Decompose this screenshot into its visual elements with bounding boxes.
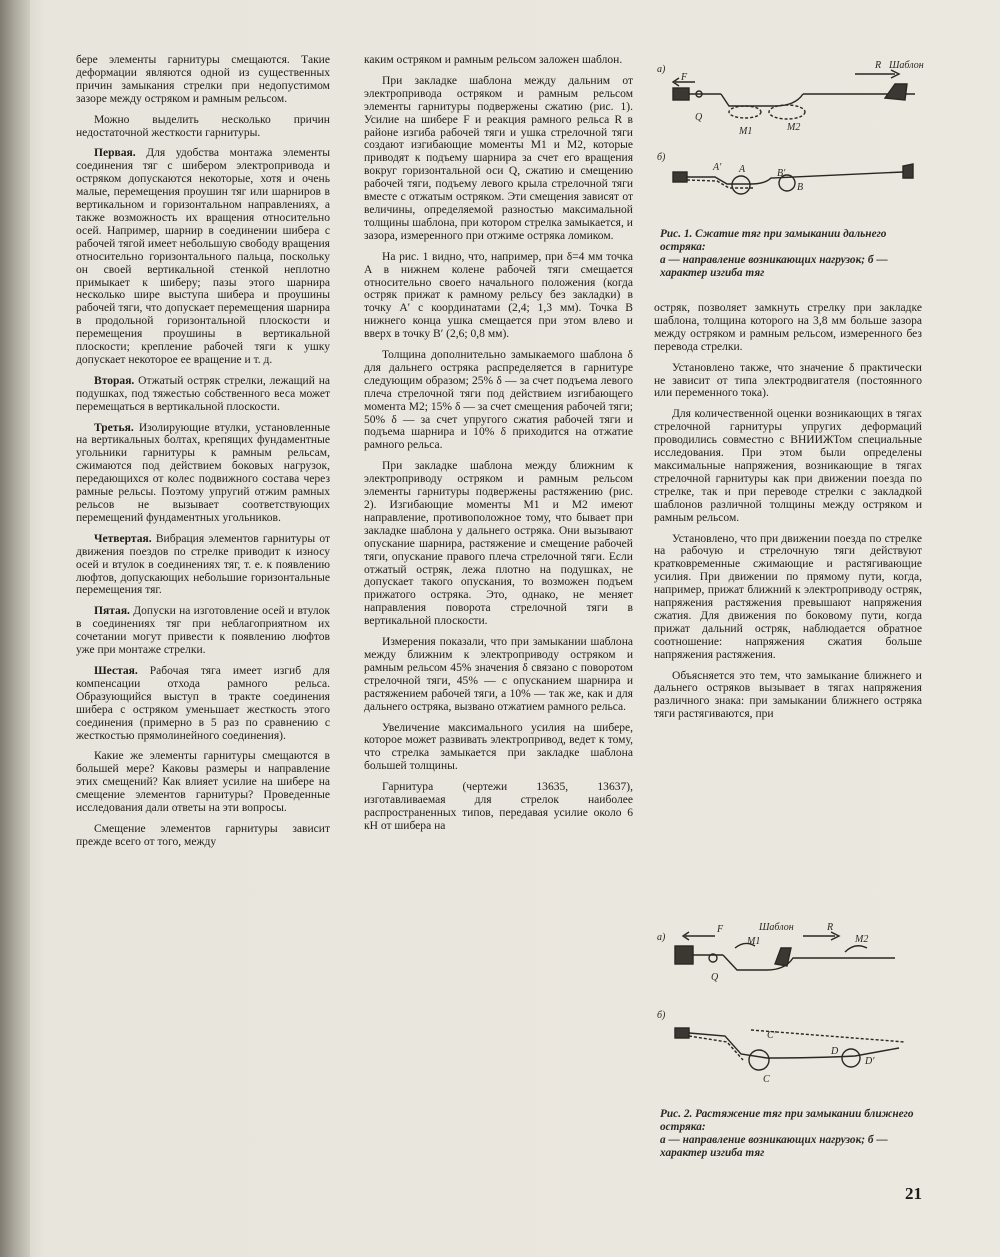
paragraph-lead: Первая.: [94, 147, 136, 160]
fig2-force-f: F: [717, 924, 724, 935]
paragraph: [76, 750, 330, 815]
paragraph: [364, 54, 633, 67]
paragraph-lead: Пятая.: [94, 605, 130, 618]
paragraph: [76, 54, 330, 106]
paragraph: [364, 75, 633, 243]
paragraph: [654, 302, 922, 354]
paragraph-text: Объясняется это тем, что замыкание ближнего и дальнего остряков вызывает в тягах напряжения различного знака: при замыкании ближнего остряка тяги растягиваются, при: [654, 669, 922, 721]
figure-1-diagram: [655, 54, 945, 224]
fig2-label-b: б): [657, 1010, 666, 1021]
fig1-label-b: б): [657, 152, 666, 163]
fig2-moment-m2: M2: [855, 934, 869, 945]
paragraph-text: Вибрация элементов гарнитуры от движения поездов по стрелке приводит к износу осей и втулок в соединениях тяг, т. е. к появлению люфтов, допускающих небольшие горизонтальные перемещения тяг.: [76, 532, 330, 597]
paragraph-text: каким остряком и рамным рельсом заложен шаблон.: [364, 54, 623, 66]
fig2-point-c: C: [763, 1074, 770, 1085]
paragraph-lead: Шестая.: [94, 664, 138, 677]
text-column-1: [76, 54, 330, 857]
paragraph: [654, 670, 922, 722]
paragraph-text: При закладке шаблона между ближним к электроприводу остряком и рамным рельсом элементы гарнитуры подвержены растяжению (рис. 2). Изгибающие моменты M1 и M2 имеют направление, противоположное тому, что бывает при закладке шаблона у дальнего остряка. Они вызывают опускание шарнира, растяжение и смещение рабочей тяги, опускание правого плеча стрелочной тяги. Если отжатый остряк, лежа плотно на подушках, не допускает такого опускания, то возможен подъем прижатого остряка. Это, однако, не меняет направления поворота стрелочной тяги в вертикальной плоскости.: [364, 460, 633, 628]
paragraph-text: Смещение элементов гарнитуры зависит прежде всего от того, между: [76, 822, 330, 848]
page-number: 21: [905, 1184, 922, 1203]
fig1-reaction-r: R: [875, 60, 882, 71]
paragraph: [654, 533, 922, 662]
paragraph-lead: Четвертая.: [94, 532, 152, 545]
figure-2-caption-title: Рис. 2. Растяжение тяг при замыкании ближнего остряка:: [660, 1108, 914, 1133]
paragraph-text: При закладке шаблона между дальним от электропривода остряком и рамным рельсом элементы гарнитуры подвержены сжатию (рис. 1). Усилие на шибере F и реакция рамного рельса R в районе изгиба рабочей тяги и ушка стрелочной тяги создают изгибающие моменты M1 и M2, которые приводят к подъему шарнира за счет его вращения вокруг горизонтальной оси Q, сжатию и смещению рабочей тяги, подъему левого крыла стрелочной тяги вместе с отжатым остряком. Эти смещения зависят от величины, определяемой разностью максимальной толщины шаблона, при котором стрелка замыкается, и зазора, измеренного при отжиме остряка ломиком.: [364, 74, 633, 242]
paragraph-text: Гарнитура (чертежи 13635, 13637), изготавливаемая для стрелок наиболее распространенных типов, передавая усилие около 6 кН от шибера на: [364, 781, 633, 832]
paragraph: [76, 422, 330, 525]
figure-1-caption-legend: а — направление возникающих нагрузок; б — характер изгиба тяг: [660, 254, 888, 279]
paragraph-text: Допуски на изготовление осей и втулок в соединениях тяг при неблагоприятном их сочетании могут привести к появлению люфтов уже при монтаже стрелки.: [76, 605, 330, 657]
fig2-point-c2: C′: [767, 1030, 776, 1041]
fig2-label-a: а): [657, 932, 666, 943]
fig1-axis-q: Q: [695, 112, 703, 123]
fig1-label-a: а): [657, 64, 666, 75]
paragraph: [76, 114, 330, 140]
text-column-3: [654, 302, 922, 729]
paragraph: [364, 636, 633, 713]
figure-2-caption-legend: а — направление возникающих нагрузок; б — характер изгиба тяг: [660, 1134, 888, 1159]
paragraph-text: Для удобства монтажа элементы соединения тяг с шибером электропривода и остряком допускаются некоторые, хотя и очень малые, перемещения проушин тяг или шарниров в вертикальном и горизонтальном направлениях, а также возможность их вращения относительно осей. Например, шарнир в соединении шибера с рабочей тягой имеет небольшую свободу вращения относительно горизонтального пальца, поскольку он своей вертикальной стенкой неплотно примыкает к шиберу; пазы этого шарнира несколько шире выступа шибера и проушины рабочей тяги, что допускает перемещения шарнира в продольной горизонтальной плоскости и перемещения проушины в вертикальной плоскости; крепление рабочей тяги к ушку допускает некоторое ее вращение и т. д.: [76, 147, 330, 366]
paragraph-text: Какие же элементы гарнитуры смещаются в большей мере? Каковы размеры и направление этих смещений? Как влияет усилие на шибере на смещение элементов гарнитуры? Проведенные исследования дали ответы на эти вопросы.: [76, 750, 330, 815]
paragraph: [76, 665, 330, 742]
fig2-axis-q: Q: [711, 972, 719, 983]
paragraph: [364, 460, 633, 628]
fig1-template-label: Шаблон: [889, 60, 924, 71]
fig2-point-d: D: [831, 1046, 839, 1057]
fig2-template-label: Шаблон: [759, 922, 794, 933]
figure-2-caption: [660, 1108, 930, 1160]
paragraph: [76, 533, 330, 598]
page-binding-shadow: [0, 0, 30, 1257]
paragraph: [76, 375, 330, 414]
paragraph-text: На рис. 1 видно, что, например, при δ=4 мм точка A в нижнем колене рабочей тяги смещается относительно своего начального положения (когда остряк прижат к рамному рельсу без закладки) в точку A′ с координатами (2,4; 1,3 мм). Точка B нижнего конца ушка смещается при этом влево и вверх в точку B′ (2,6; 0,8 мм).: [364, 250, 633, 341]
fig1-point-b2: B′: [777, 168, 786, 179]
fig1-moment-m1: M1: [739, 126, 753, 137]
paragraph-text: Можно выделить несколько причин недостаточной жесткости гарнитуры.: [76, 113, 330, 139]
paragraph-text: Рабочая тяга имеет изгиб для компенсации отхода рамного рельса. Образующийся выступ в тракте соединения шибера с остряком уменьшает жесткость этого соединения (примерно в 5 раз по сравнению с жесткостью прямолинейного соединения).: [76, 664, 330, 742]
paragraph: [364, 251, 633, 341]
paragraph: [76, 605, 330, 657]
fig2-point-d2: D′: [865, 1056, 875, 1067]
paragraph-lead: Третья.: [94, 421, 134, 434]
paragraph-text: Изолирующие втулки, установленные на вертикальных болтах, крепящих фундаментные угольники гарнитуры к рамным рельсам, сжимаются под действием боковых нагрузок, передающихся от колес подвижного состава через рамные рельсы. Поэтому упругий отжим рамных рельсов не вызывает соответствующих перемещений фундаментных угольников.: [76, 421, 330, 524]
paragraph: [654, 408, 922, 524]
paragraph-text: Увеличение максимального усилия на шибере, которое может развивать электропривод, ведет к тому, что стрелка замыкается при закладке шаблона большей толщины.: [364, 721, 633, 773]
paragraph-text: Толщина дополнительно замыкаемого шаблона δ для дальнего остряка распределяется в гарнитуре следующим образом; 25% δ — за счет подъема левого плеча стрелочной тяги под действием изгибающего момента M2; 15% δ — за счет смещения рабочей тяги; 50% δ — за счет упругого сжатия рабочей тяги и подъема шарнира и 10% δ приходится на отжатие рамного рельса.: [364, 349, 633, 452]
paragraph: [364, 781, 633, 833]
paragraph-text: Отжатый остряк стрелки, лежащий на подушках, под тяжестью собственного веса может перемещаться в вертикальной плоскости.: [76, 374, 330, 413]
paragraph: [76, 147, 330, 366]
figure-1-caption-title: Рис. 1. Сжатие тяг при замыкании дальнего остряка:: [660, 228, 887, 253]
fig2-reaction-r: R: [827, 922, 834, 933]
fig1-moment-m2: M2: [787, 122, 801, 133]
paragraph: [364, 722, 633, 774]
paragraph-text: Установлено также, что значение δ практически не зависит от типа электродвигателя (постоянного или переменного тока).: [654, 361, 922, 400]
fig1-point-b: B: [797, 182, 804, 193]
paragraph-lead: Вторая.: [94, 374, 135, 387]
fig1-force-f: F: [681, 72, 688, 83]
figure-2-diagram: [655, 918, 945, 1098]
paragraph-text: остряк, позволяет замкнуть стрелку при закладке шаблона, толщина которого на 3,8 мм больше зазора между остряком и рамным рельсом, измеренного без перевода стрелки.: [654, 302, 922, 353]
paragraph-text: Установлено, что при движении поезда по стрелке на рабочую и стрелочную тяги действуют кратковременные сжимающие и растягивающие усилия. При движении по прямому пути, когда, например, прижат ближний к электроприводу остряк, напряжения растяжения превышают напряжения сжатия. Для движения по боковому пути, когда прижат дальний остряк, наблюдается обратное соотношение: напряжения сжатия больше напряжения растяжения.: [654, 532, 922, 661]
fig2-moment-m1: M1: [747, 936, 761, 947]
paragraph: [76, 823, 330, 849]
paragraph-text: бере элементы гарнитуры смещаются. Такие деформации являются одной из существенных причин замыкания стрелки при недопустимом зазоре между остряком и рамным рельсом.: [76, 54, 330, 105]
paragraph-text: Измерения показали, что при замыкании шаблона между ближним к электроприводу остряком и рамным рельсом 45% значения δ связано с поворотом стрелочной тяги, 45% — с опусканием шарнира и растяжением рабочей тяги, а 10% — так же, как и для дальнего остряка, вызвано отжатием рамного рельса.: [364, 636, 633, 713]
figure-1-caption: [660, 228, 930, 280]
paragraph-text: Для количественной оценки возникающих в тягах стрелочной гарнитуры упругих деформаций проводились совместно с ВНИИЖТом специальные исследования. При этом были определены максимальные напряжения, возникающие в тягах стрелочной гарнитуры как при движении поезда по стрелке, так и при переводе стрелки с закладкой шаблонов различной толщины между остряком и рамным рельсом.: [654, 408, 922, 524]
fig1-point-a: A: [739, 164, 746, 175]
paragraph: [364, 349, 633, 452]
fig1-point-a2: A′: [713, 162, 722, 173]
paragraph: [654, 362, 922, 401]
text-column-2: [364, 54, 633, 841]
